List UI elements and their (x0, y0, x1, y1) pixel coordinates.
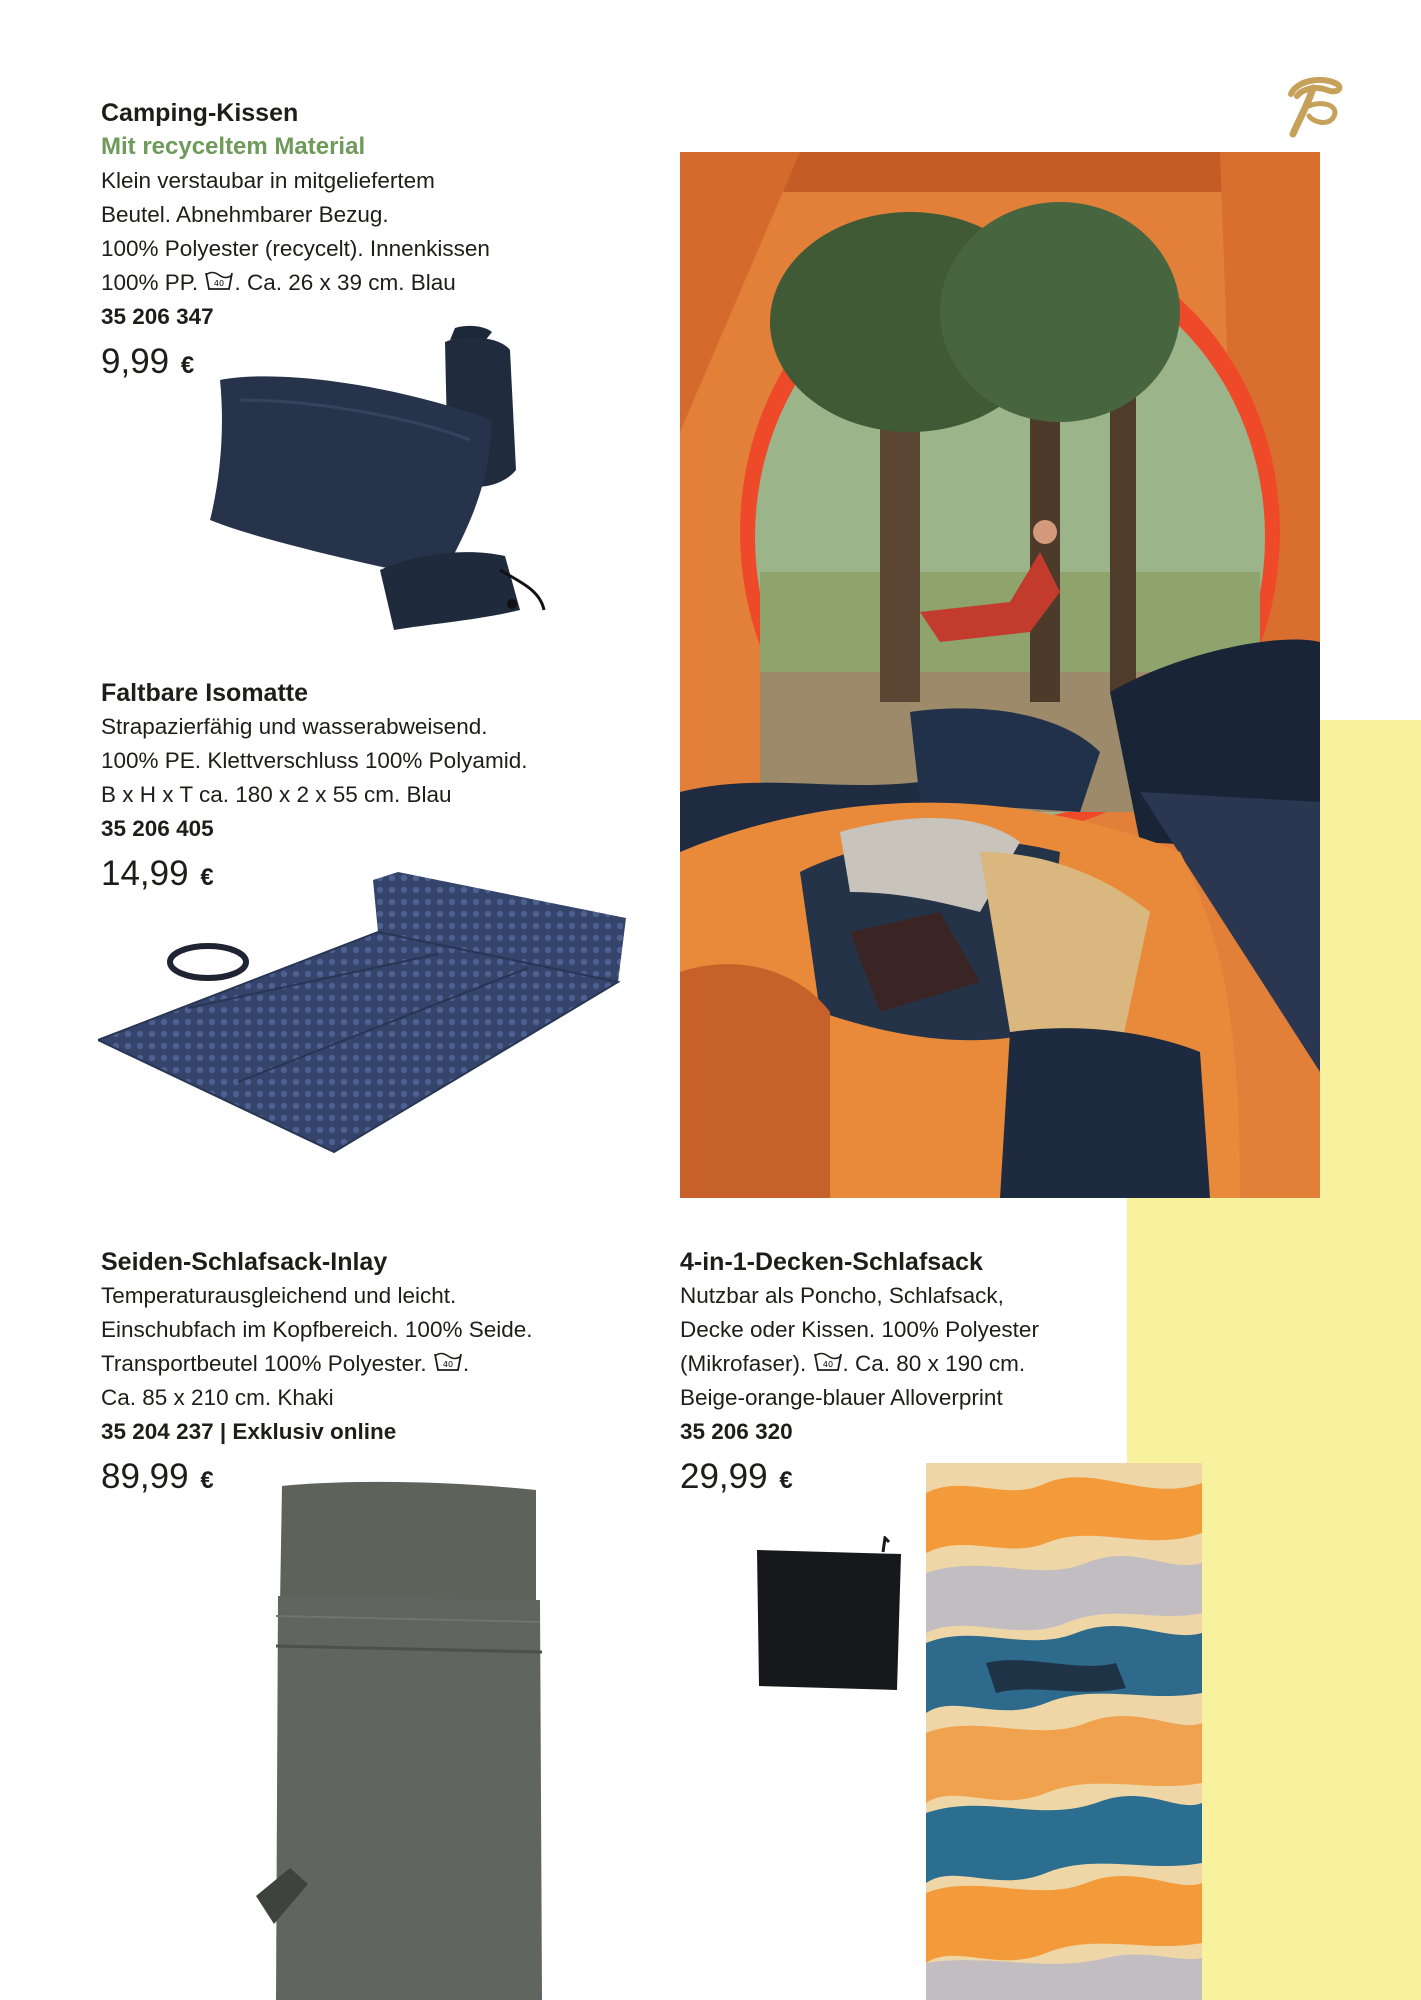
product-description-line: Strapazierfähig und wasserabweisend. (101, 714, 488, 739)
product-description-line: Einschubfach im Kopfbereich. 100% Seide. (101, 1317, 533, 1342)
product-price: 89,99 € (101, 1457, 214, 1496)
product-description-line: Beige-orange-blauer Alloverprint (680, 1385, 1003, 1410)
product-description-line: Beutel. Abnehmbarer Bezug. (101, 202, 389, 227)
product-price: 14,99 € (101, 854, 214, 893)
product-description-line: 100% PP. 40 . Ca. 26 x 39 cm. Blau (101, 270, 456, 295)
product-description-line: Temperaturausgleichend und leicht. (101, 1283, 457, 1308)
product-price: 9,99 € (101, 342, 195, 381)
wash-40-icon (813, 1350, 843, 1374)
folding-mat-image (98, 872, 630, 1157)
storage-bag-image (755, 1536, 905, 1696)
product-description-line: (Mikrofaser). 40 . Ca. 80 x 190 cm. (680, 1351, 1026, 1376)
wash-40-icon (433, 1350, 463, 1374)
svg-text:40: 40 (214, 279, 225, 288)
silk-sleeping-bag-liner-image (240, 1476, 550, 2000)
product-article-number: 35 206 405 (101, 816, 214, 841)
svg-text:40: 40 (822, 1360, 833, 1369)
product-title: 4-in-1-Decken-Schlafsack (680, 1248, 983, 1276)
product-faltbare-isomatte (101, 676, 527, 900)
product-title: Camping-Kissen (101, 99, 299, 127)
product-title: Faltbare Isomatte (101, 679, 309, 707)
product-description-line: 100% PE. Klettverschluss 100% Polyamid. (101, 748, 528, 773)
product-article-number: 35 204 237 | Exklusiv online (101, 1419, 397, 1444)
blanket-sleeping-bag-image (926, 1463, 1202, 2000)
product-description-line: Ca. 85 x 210 cm. Khaki (101, 1385, 334, 1410)
product-title: Seiden-Schlafsack-Inlay (101, 1248, 388, 1276)
product-description-line: Transportbeutel 100% Polyester. 40 . (101, 1351, 470, 1376)
tchibo-logo-icon (1283, 72, 1345, 142)
product-article-number: 35 206 347 (101, 304, 214, 329)
tent-camping-photo (680, 152, 1320, 1198)
wash-40-icon (204, 269, 234, 293)
camping-pillow-image (200, 320, 560, 650)
product-description-line: B x H x T ca. 180 x 2 x 55 cm. Blau (101, 782, 452, 807)
product-description-line: 100% Polyester (recycelt). Innenkissen (101, 236, 490, 261)
product-description-line: Decke oder Kissen. 100% Polyester (680, 1317, 1039, 1342)
product-price: 29,99 € (680, 1457, 793, 1496)
product-description-line: Klein verstaubar in mitgeliefertem (101, 168, 435, 193)
product-article-number: 35 206 320 (680, 1419, 793, 1444)
product-description-line: Nutzbar als Poncho, Schlafsack, (680, 1283, 1004, 1308)
svg-text:40: 40 (442, 1360, 453, 1369)
product-seiden-schlafsack-inlay (101, 1245, 533, 1503)
product-subtitle: Mit recyceltem Material (101, 133, 366, 160)
